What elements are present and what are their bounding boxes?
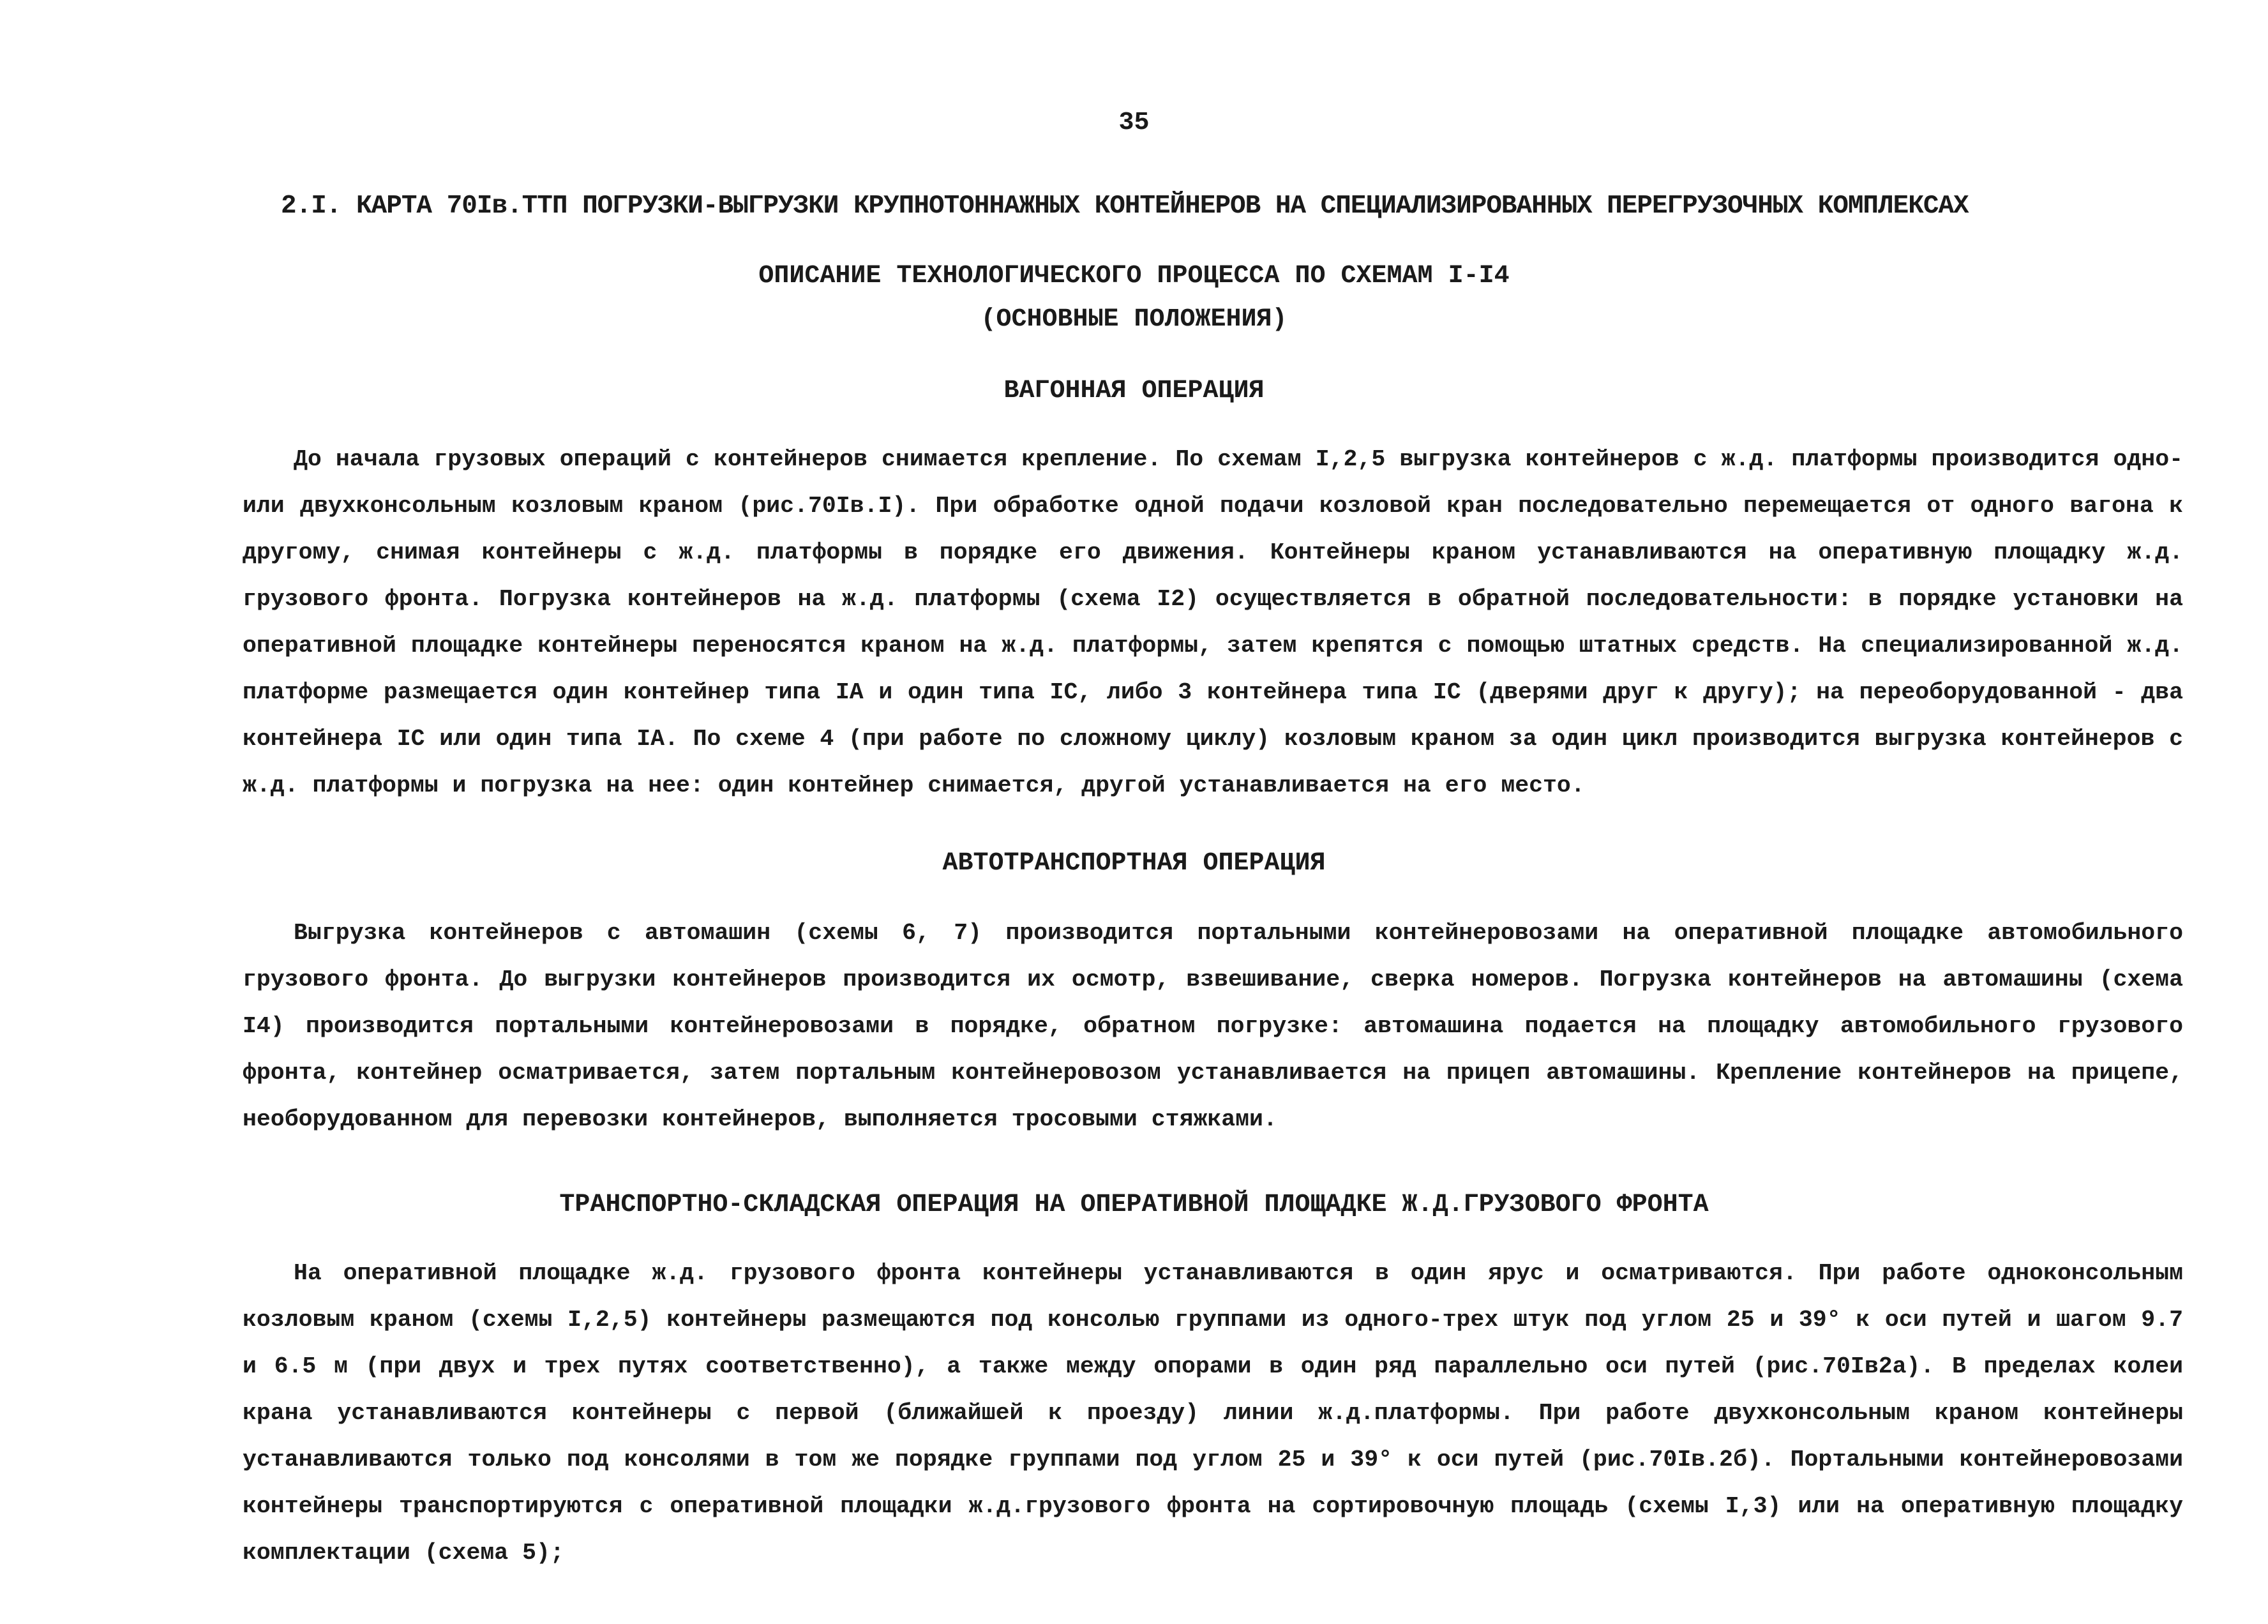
document-title: 2.I. КАРТА 70Iв.ТТП ПОГРУЗКИ-ВЫГРУЗКИ КРУПНОТОННАЖНЫХ КОНТЕЙНЕРОВ НА СПЕЦИАЛИЗИРОВАННЫХ ПЕРЕГРУЗОЧНЫХ КОМПЛЕКСАХ <box>281 192 1969 221</box>
section-text-wagon: До начала грузовых операций с контейнеров снимается крепление. По схемам I,2,5 выгрузка контейнеров с ж.д. платформы производится одно- или двухконсольным козловым краном (рис.70Iв.I). При обработке одной подачи козловой кран последовательно перемещается от одного вагона к другому, снимая контейнеры с ж.д. платформы в порядке его движения. Контейнеры краном устанавливаются на оперативную площадку ж.д. грузового фронта. Погрузка контейнеров на ж.д. платформы (схема I2) осуществляется в обратной последовательности: в порядке установки на оперативной площадке контейнеры переносятся краном на ж.д. платформы, затем крепятся с помощью штатных средств. На специализированной ж.д. платформе размещается один контейнер типа IA и один типа IC, либо 3 контейнера типа IC (дверями друг к другу); на переоборудованной - два контейнера IC или один типа IA. По схеме 4 (при работе по сложному циклу) козловым краном за один цикл производится выгрузка контейнеров с ж.д. платформы и погрузка на нее: один контейнер снимается, другой устанавливается на его место. <box>243 446 2183 799</box>
section-text-warehouse: На оперативной площадке ж.д. грузового фронта контейнеры устанавливаются в один ярус и осматриваются. При работе одноконсольным козловым краном (схемы I,2,5) контейнеры размещаются под консолью группами из одного-трех штук под углом 25 и 39° к оси путей и шагом 9.7 и 6.5 м (при двух и трех путях соответственно), а также между опорами в один ряд параллельно оси путей (рис.70Iв2а). В пределах колеи крана устанавливаются контейнеры с первой (ближайшей к проезду) линии ж.д.платформы. При работе двухконсольным краном контейнеры устанавливаются только под консолями в том же порядке группами под углом 25 и 39° к оси путей (рис.70Iв.2б). Портальными контейнеровозами контейнеры транспортируются с оперативной площадки ж.д.грузового фронта на сортировочную площадь (схемы I,3) или на оперативную площадку комплектации (схема 5); <box>243 1260 2183 1566</box>
section-heading-wagon: ВАГОННАЯ ОПЕРАЦИЯ <box>1003 377 1265 405</box>
section-text-auto: Выгрузка контейнеров с автомашин (схемы 6, 7) производится портальными контейнеровозами на оперативной площадке автомобильного грузового фронта. До выгрузки контейнеров производится их осмотр, взвешивание, сверка номеров. Погрузка контейнеров на автомашины (схема I4) производится портальными контейнеровозами в порядке, обратном погрузке: автомашина подается на площадку автомобильного грузового фронта, контейнер осматривается, затем портальным контейнеровозом устанавливается на прицеп автомашины. Крепление контейнеров на прицепе, необорудованном для перевозки контейнеров, выполняется тросовыми стяжками. <box>243 920 2183 1132</box>
subtitle-line-2: (ОСНОВНЫЕ ПОЛОЖЕНИЯ) <box>980 305 1288 334</box>
section-heading-auto: АВТОТРАНСПОРТНАЯ ОПЕРАЦИЯ <box>942 849 1326 878</box>
page-number: 35 <box>1118 109 1150 137</box>
subtitle-line-1: ОПИСАНИЕ ТЕХНОЛОГИЧЕСКОГО ПРОЦЕССА ПО СХЕМАМ I-I4 <box>758 262 1510 290</box>
section-heading-warehouse: ТРАНСПОРТНО-СКЛАДСКАЯ ОПЕРАЦИЯ НА ОПЕРАТИВНОЙ ПЛОЩАДКЕ Ж.Д.ГРУЗОВОГО ФРОНТА <box>559 1191 1709 1219</box>
